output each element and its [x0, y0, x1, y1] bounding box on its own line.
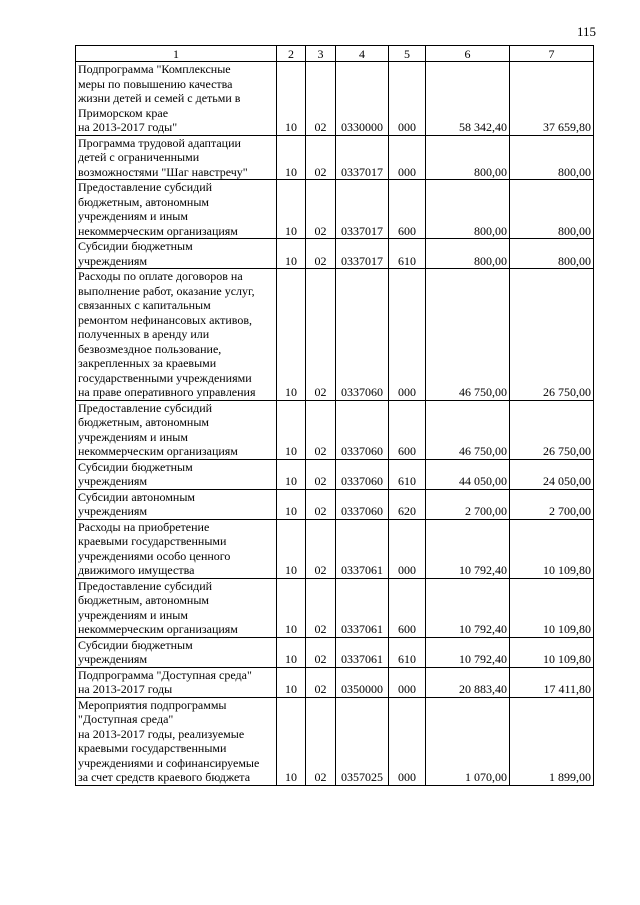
subsection-code-cell: 02 — [306, 667, 336, 697]
subsection-code-cell: 02 — [306, 269, 336, 401]
subsection-code-cell: 02 — [306, 180, 336, 239]
target-article-cell: 0337017 — [336, 239, 389, 269]
target-article-cell: 0337060 — [336, 269, 389, 401]
amount-col-6-cell: 44 050,00 — [426, 459, 510, 489]
header-col-2: 2 — [277, 46, 306, 62]
table-row — [76, 489, 594, 519]
row-name-cell: Расходы по оплате договоров на выполнение работ, оказание услуг, связанных с капитальным ремонтом нефинансовых активов, полученных в аренду или безвозмездное пользование, закрепленных за краевыми государственными учреждениями на праве оперативного управления — [76, 269, 277, 401]
section-code-cell: 10 — [277, 697, 306, 785]
subsection-code-cell: 02 — [306, 578, 336, 637]
amount-col-6-cell: 10 792,40 — [426, 519, 510, 578]
section-code-cell: 10 — [277, 135, 306, 180]
target-article-cell: 0337060 — [336, 459, 389, 489]
expense-type-cell: 620 — [389, 489, 426, 519]
amount-col-7-cell: 800,00 — [510, 239, 594, 269]
amount-col-6-cell: 10 792,40 — [426, 637, 510, 667]
row-name-cell: Предоставление субсидий бюджетным, автономным учреждениям и иным некоммерческим организациям — [76, 578, 277, 637]
table-row — [76, 519, 594, 578]
row-name-cell: Мероприятия подпрограммы "Доступная среда" на 2013-2017 годы, реализуемые краевыми государственными учреждениями и софинансируемые за счет средств краевого бюджета — [76, 697, 277, 785]
expense-type-cell: 610 — [389, 239, 426, 269]
section-code-cell: 10 — [277, 489, 306, 519]
row-name-cell: Предоставление субсидий бюджетным, автономным учреждениям и иным некоммерческим организациям — [76, 400, 277, 459]
amount-col-7-cell: 17 411,80 — [510, 667, 594, 697]
section-code-cell: 10 — [277, 269, 306, 401]
subsection-code-cell: 02 — [306, 62, 336, 136]
header-col-6: 6 — [426, 46, 510, 62]
amount-col-6-cell: 58 342,40 — [426, 62, 510, 136]
expense-type-cell: 000 — [389, 667, 426, 697]
target-article-cell: 0337017 — [336, 135, 389, 180]
expense-type-cell: 000 — [389, 135, 426, 180]
row-name-cell: Подпрограмма "Комплексные меры по повышению качества жизни детей и семей с детьми в Приморском крае на 2013-2017 годы" — [76, 62, 277, 136]
amount-col-7-cell: 24 050,00 — [510, 459, 594, 489]
row-name-cell: Программа трудовой адаптации детей с ограниченными возможностями "Шаг навстречу" — [76, 135, 277, 180]
subsection-code-cell: 02 — [306, 637, 336, 667]
header-col-4: 4 — [336, 46, 389, 62]
amount-col-6-cell: 20 883,40 — [426, 667, 510, 697]
subsection-code-cell: 02 — [306, 400, 336, 459]
target-article-cell: 0350000 — [336, 667, 389, 697]
target-article-cell: 0330000 — [336, 62, 389, 136]
amount-col-7-cell: 10 109,80 — [510, 637, 594, 667]
section-code-cell: 10 — [277, 637, 306, 667]
amount-col-7-cell: 10 109,80 — [510, 519, 594, 578]
expense-type-cell: 610 — [389, 637, 426, 667]
expense-type-cell: 000 — [389, 269, 426, 401]
amount-col-6-cell: 800,00 — [426, 180, 510, 239]
target-article-cell: 0337061 — [336, 519, 389, 578]
target-article-cell: 0337061 — [336, 637, 389, 667]
header-col-7: 7 — [510, 46, 594, 62]
expense-type-cell: 600 — [389, 578, 426, 637]
target-article-cell: 0337061 — [336, 578, 389, 637]
amount-col-6-cell: 1 070,00 — [426, 697, 510, 785]
amount-col-7-cell: 10 109,80 — [510, 578, 594, 637]
amount-col-7-cell: 800,00 — [510, 180, 594, 239]
row-name-cell: Субсидии автономным учреждениям — [76, 489, 277, 519]
section-code-cell: 10 — [277, 459, 306, 489]
table-row — [76, 269, 594, 401]
expense-type-cell: 600 — [389, 180, 426, 239]
expense-type-cell: 600 — [389, 400, 426, 459]
row-name-cell: Субсидии бюджетным учреждениям — [76, 459, 277, 489]
section-code-cell: 10 — [277, 239, 306, 269]
amount-col-6-cell: 46 750,00 — [426, 400, 510, 459]
amount-col-7-cell: 800,00 — [510, 135, 594, 180]
target-article-cell: 0337017 — [336, 180, 389, 239]
amount-col-7-cell: 26 750,00 — [510, 269, 594, 401]
section-code-cell: 10 — [277, 667, 306, 697]
table-row — [76, 400, 594, 459]
subsection-code-cell: 02 — [306, 519, 336, 578]
amount-col-7-cell: 37 659,80 — [510, 62, 594, 136]
section-code-cell: 10 — [277, 400, 306, 459]
table-row — [76, 637, 594, 667]
amount-col-6-cell: 800,00 — [426, 239, 510, 269]
subsection-code-cell: 02 — [306, 135, 336, 180]
amount-col-7-cell: 1 899,00 — [510, 697, 594, 785]
table-row — [76, 180, 594, 239]
header-col-3: 3 — [306, 46, 336, 62]
header-col-1: 1 — [76, 46, 277, 62]
amount-col-6-cell: 2 700,00 — [426, 489, 510, 519]
table-header-row — [76, 46, 594, 62]
table-row — [76, 459, 594, 489]
section-code-cell: 10 — [277, 578, 306, 637]
target-article-cell: 0357025 — [336, 697, 389, 785]
section-code-cell: 10 — [277, 62, 306, 136]
expense-type-cell: 000 — [389, 697, 426, 785]
target-article-cell: 0337060 — [336, 489, 389, 519]
table-row — [76, 578, 594, 637]
section-code-cell: 10 — [277, 519, 306, 578]
row-name-cell: Субсидии бюджетным учреждениям — [76, 637, 277, 667]
table-row — [76, 62, 594, 136]
header-col-5: 5 — [389, 46, 426, 62]
amount-col-7-cell: 26 750,00 — [510, 400, 594, 459]
budget-table — [75, 45, 594, 786]
expense-type-cell: 000 — [389, 62, 426, 136]
amount-col-6-cell: 10 792,40 — [426, 578, 510, 637]
table-row — [76, 667, 594, 697]
row-name-cell: Расходы на приобретение краевыми государственными учреждениями особо ценного движимого имущества — [76, 519, 277, 578]
table-row — [76, 697, 594, 785]
subsection-code-cell: 02 — [306, 239, 336, 269]
section-code-cell: 10 — [277, 180, 306, 239]
table-body — [76, 62, 594, 786]
subsection-code-cell: 02 — [306, 489, 336, 519]
row-name-cell: Подпрограмма "Доступная среда" на 2013-2017 годы — [76, 667, 277, 697]
amount-col-7-cell: 2 700,00 — [510, 489, 594, 519]
expense-type-cell: 000 — [389, 519, 426, 578]
amount-col-6-cell: 46 750,00 — [426, 269, 510, 401]
subsection-code-cell: 02 — [306, 459, 336, 489]
target-article-cell: 0337060 — [336, 400, 389, 459]
table-row — [76, 135, 594, 180]
amount-col-6-cell: 800,00 — [426, 135, 510, 180]
row-name-cell: Предоставление субсидий бюджетным, автономным учреждениям и иным некоммерческим организациям — [76, 180, 277, 239]
row-name-cell: Субсидии бюджетным учреждениям — [76, 239, 277, 269]
table-row — [76, 239, 594, 269]
page-number: 115 — [576, 24, 596, 39]
expense-type-cell: 610 — [389, 459, 426, 489]
subsection-code-cell: 02 — [306, 697, 336, 785]
